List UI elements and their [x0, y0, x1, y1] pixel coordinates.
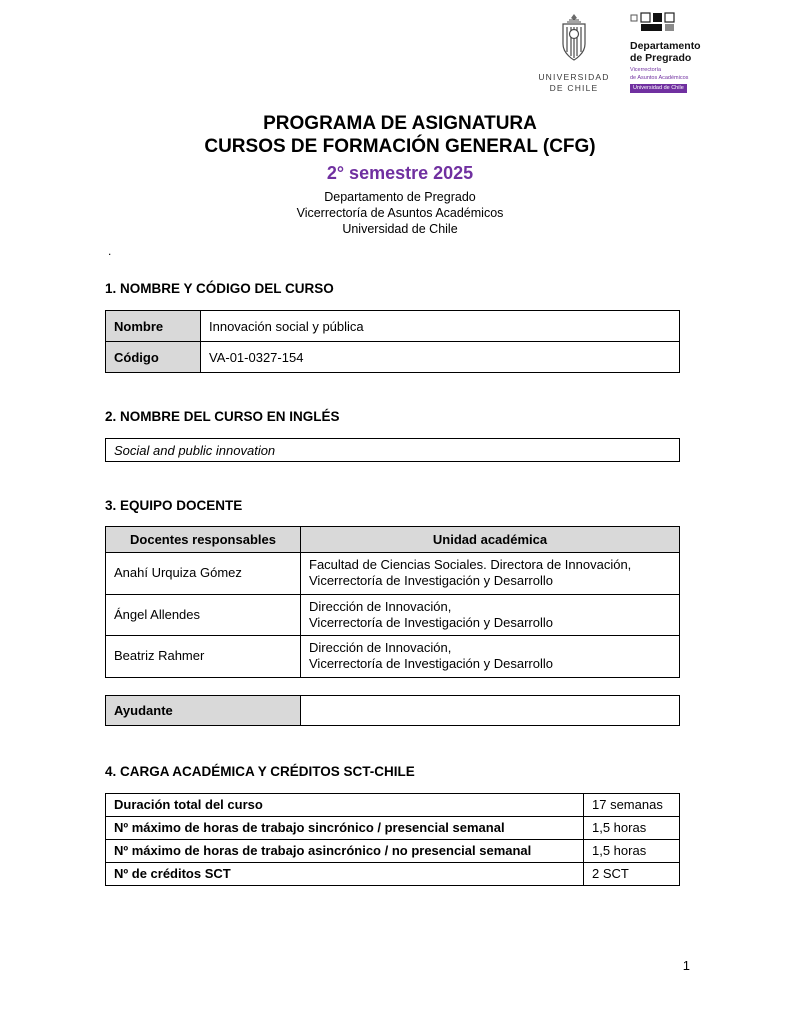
unit-line: Vicerrectoría de Investigación y Desarrollo: [309, 614, 553, 630]
ayudante-value-cell: [301, 695, 680, 725]
docente-name-cell: Beatriz Rahmer: [106, 636, 301, 678]
pregrado-sub-line2: de Asuntos Académicos: [630, 74, 689, 81]
nombre-label-cell: Nombre: [106, 311, 201, 342]
english-name-table: [105, 438, 680, 462]
pregrado-title-line1: Departamento: [630, 40, 701, 52]
carga-academica-table: [105, 793, 680, 886]
document-title-line1: PROGRAMA DE ASIGNATURA: [263, 113, 537, 134]
docentes-column-header: Docentes responsables: [106, 527, 301, 553]
title-sub-universidad: Universidad de Chile: [342, 221, 458, 236]
carga-label-cell: Nº máximo de horas de trabajo asincrónico / no presencial semanal: [106, 839, 584, 862]
title-sub-departamento: Departamento de Pregrado: [324, 190, 476, 205]
table-row: [106, 695, 680, 725]
uchile-shield-icon: [554, 12, 594, 64]
table-row: [106, 816, 680, 839]
section-3-heading: 3. EQUIPO DOCENTE: [105, 498, 243, 514]
page-number: 1: [682, 958, 690, 973]
uchile-caption-line1: UNIVERSIDAD: [538, 72, 610, 82]
carga-value-cell: 1,5 horas: [584, 839, 680, 862]
unit-line: Dirección de Innovación,: [309, 598, 452, 614]
uchile-caption-line2: DE CHILE: [549, 83, 599, 94]
semester-subtitle: 2° semestre 2025: [326, 163, 474, 184]
docente-unit-cell: [301, 594, 680, 636]
pregrado-title-line2: de Pregrado: [630, 52, 692, 65]
unit-line: Vicerrectoría de Investigación y Desarrollo: [309, 573, 553, 589]
docente-unit-cell: [301, 553, 680, 595]
table-header-row: [106, 527, 680, 553]
table-row: [106, 553, 680, 595]
document-content: [105, 281, 680, 886]
stray-dot: .: [108, 244, 112, 259]
document-title-line2: CURSOS DE FORMACIÓN GENERAL (CFG): [204, 136, 596, 158]
section-1-heading: 1. NOMBRE Y CÓDIGO DEL CURSO: [105, 281, 334, 297]
docente-name-cell: Anahí Urquiza Gómez: [106, 553, 301, 595]
carga-label-cell: Duración total del curso: [106, 793, 584, 816]
unit-line: Vicerrectoría de Investigación y Desarrollo: [309, 656, 553, 672]
table-row: [106, 311, 680, 342]
unidad-column-header: Unidad académica: [301, 527, 680, 553]
ayudante-table: [105, 695, 680, 726]
ayudante-label-cell: Ayudante: [106, 695, 301, 725]
nombre-value-cell: Innovación social y pública: [201, 311, 680, 342]
pregrado-sub-line3: Universidad de Chile: [630, 84, 687, 94]
table-row: [106, 862, 680, 885]
unit-line: Dirección de Innovación,: [309, 640, 452, 656]
docente-name-cell: Ángel Allendes: [106, 594, 301, 636]
carga-value-cell: 17 semanas: [584, 793, 680, 816]
pregrado-sub-line1: Vicerrectoría: [630, 67, 662, 74]
nombre-codigo-table: [105, 310, 680, 373]
table-row: [106, 793, 680, 816]
pregrado-logo: [630, 12, 740, 93]
codigo-label-cell: Código: [106, 342, 201, 373]
equipo-docente-table: [105, 526, 680, 678]
uchile-logo: [538, 12, 610, 94]
section-2-heading: 2. NOMBRE DEL CURSO EN INGLÉS: [105, 409, 340, 425]
table-row: [106, 439, 680, 462]
title-sub-vicerrectoria: Vicerrectoría de Asuntos Académicos: [296, 205, 504, 220]
codigo-value-cell: VA-01-0327-154: [201, 342, 680, 373]
section-4-heading: 4. CARGA ACADÉMICA Y CRÉDITOS SCT-CHILE: [105, 763, 415, 779]
table-row: [106, 839, 680, 862]
header-logos: [538, 12, 740, 94]
table-row: [106, 342, 680, 373]
pregrado-squares-icon: [630, 12, 694, 32]
table-row: [106, 594, 680, 636]
docente-unit-cell: [301, 636, 680, 678]
carga-value-cell: 2 SCT: [584, 862, 680, 885]
english-name-cell: Social and public innovation: [106, 439, 680, 462]
carga-value-cell: 1,5 horas: [584, 816, 680, 839]
unit-line: Facultad de Ciencias Sociales. Directora de Innovación,: [309, 557, 632, 573]
carga-label-cell: Nº de créditos SCT: [106, 862, 584, 885]
table-row: [106, 636, 680, 678]
carga-label-cell: Nº máximo de horas de trabajo sincrónico / presencial semanal: [106, 816, 584, 839]
